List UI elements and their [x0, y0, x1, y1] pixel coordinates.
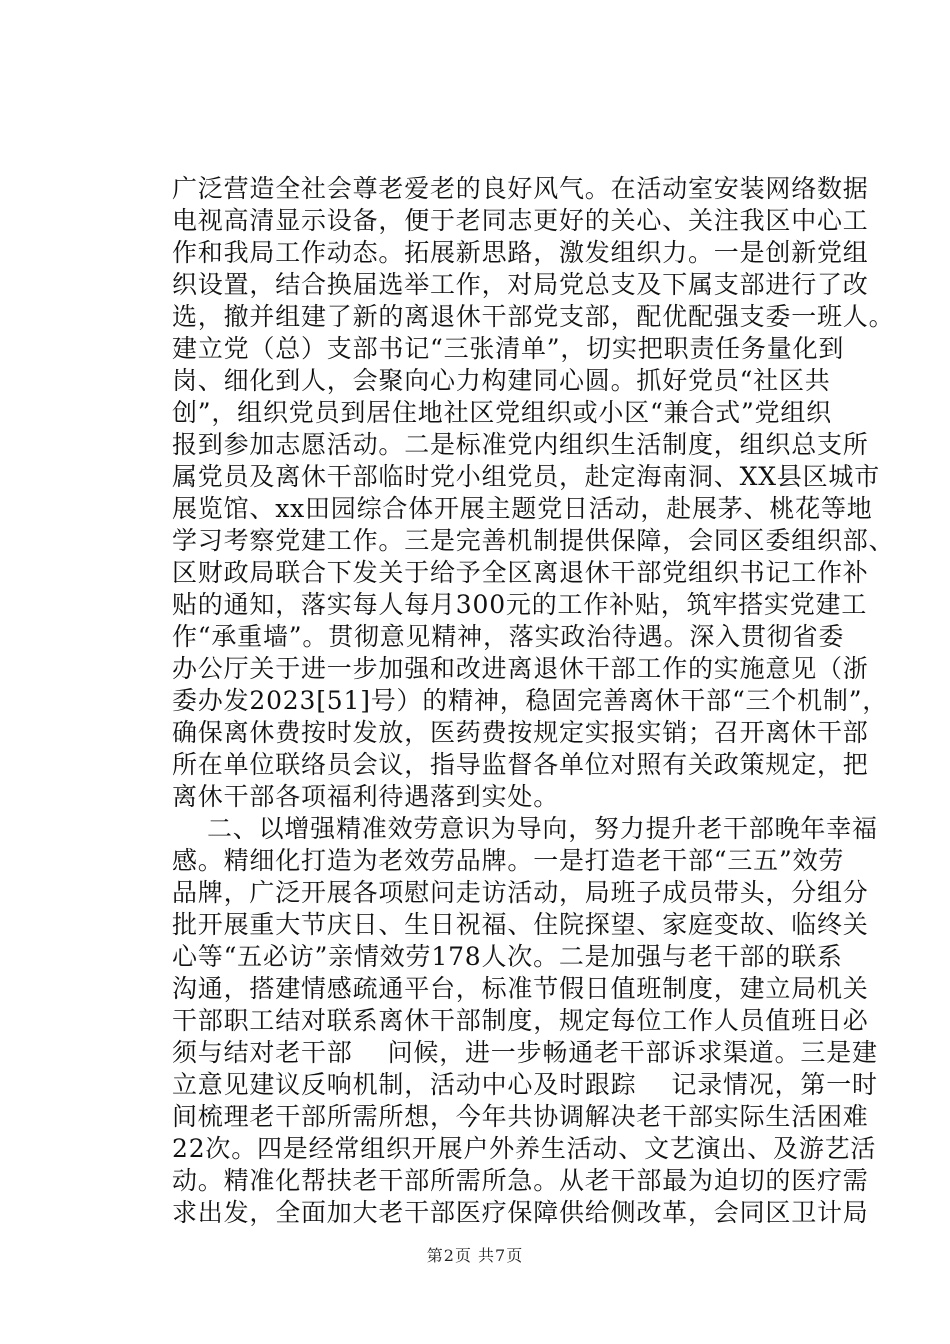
text-line: 学习考察党建工作。三是完善机制提供保障，会同区委组织部、	[172, 526, 895, 555]
text-line: 创”，组织党员到居住地社区党组织或小区“兼合式”党组织	[172, 398, 832, 427]
text-line: 求出发，全面加大老干部医疗保障供给侧改革，会同区卫计局	[172, 1198, 869, 1227]
text-line: 作“承重墙”。贯彻意见精神，落实政治待遇。深入贯彻省委	[172, 622, 845, 651]
text-line: 感。精细化打造为老效劳品牌。一是打造老干部“三五”效劳	[172, 846, 845, 875]
text-line: 二、以增强精准效劳意识为导向，努力提升老干部晚年幸福	[172, 814, 878, 843]
text-line: 动。精准化帮扶老干部所需所急。从老干部最为迫切的医疗需	[172, 1166, 869, 1195]
page-number-footer: 第2页 共7页	[426, 1246, 524, 1265]
text-line: 选，撤并组建了新的离退休干部党支部，配优配强支委一班人。	[172, 302, 895, 331]
text-line: 22次。四是经常组织开展户外养生活动、文艺演出、及游艺活	[172, 1134, 877, 1163]
text-line: 区财政局联合下发关于给予全区离退休干部党组织书记工作补	[172, 558, 869, 587]
text-line: 广泛营造全社会尊老爱老的良好风气。在活动室安装网络数据	[172, 174, 869, 203]
text-line: 委办发2023[51]号）的精神，稳固完善离休干部“三个机制”，	[172, 686, 889, 715]
text-line: 作和我局工作动态。拓展新思路，激发组织力。一是创新党组	[172, 238, 869, 267]
text-line: 建立党（总）支部书记“三张清单”，切实把职责任务量化到	[172, 334, 845, 363]
text-line: 电视高清显示设备，便于老同志更好的关心、关注我区中心工	[172, 206, 869, 235]
text-line: 织设置，结合换届选举工作，对局党总支及下属支部进行了改	[172, 270, 869, 299]
text-line: 品牌，广泛开展各项慰问走访活动，局班子成员带头，分组分	[172, 878, 869, 907]
text-line: 立意见建议反响机制，活动中心及时跟踪 记录情况，第一时	[172, 1070, 878, 1099]
text-line: 确保离休费按时发放，医药费按规定实报实销；召开离休干部	[172, 718, 869, 747]
text-line: 间梳理老干部所需所想，今年共协调解决老干部实际生活困难	[172, 1102, 869, 1131]
text-line: 办公厅关于进一步加强和改进离退休干部工作的实施意见（浙	[172, 654, 869, 683]
text-line: 批开展重大节庆日、生日祝福、住院探望、家庭变故、临终关	[172, 910, 869, 939]
text-line: 所在单位联络员会议，指导监督各单位对照有关政策规定，把	[172, 750, 869, 779]
text-line: 报到参加志愿活动。二是标准党内组织生活制度，组织总支所	[172, 430, 869, 459]
text-line: 须与结对老干部 问候，进一步畅通老干部诉求渠道。三是建	[172, 1038, 878, 1067]
text-line: 贴的通知，落实每人每月300元的工作补贴，筑牢搭实党建工	[172, 590, 868, 619]
body-text	[172, 173, 895, 1229]
text-line: 心等“五必访”亲情效劳178人次。二是加强与老干部的联系	[172, 942, 843, 971]
text-line: 干部职工结对联系离休干部制度，规定每位工作人员值班日必	[172, 1006, 869, 1035]
text-line: 展览馆、xx田园综合体开展主题党日活动，赴展茅、桃花等地	[172, 494, 873, 523]
text-line: 属党员及离休干部临时党小组党员，赴定海南洞、XX县区城市	[172, 462, 880, 491]
text-line: 离休干部各项福利待遇落到实处。	[172, 782, 560, 811]
text-line: 岗、细化到人，会聚向心力构建同心圆。抓好党员“社区共	[172, 366, 831, 395]
text-line: 沟通，搭建情感疏通平台，标准节假日值班制度，建立局机关	[172, 974, 869, 1003]
